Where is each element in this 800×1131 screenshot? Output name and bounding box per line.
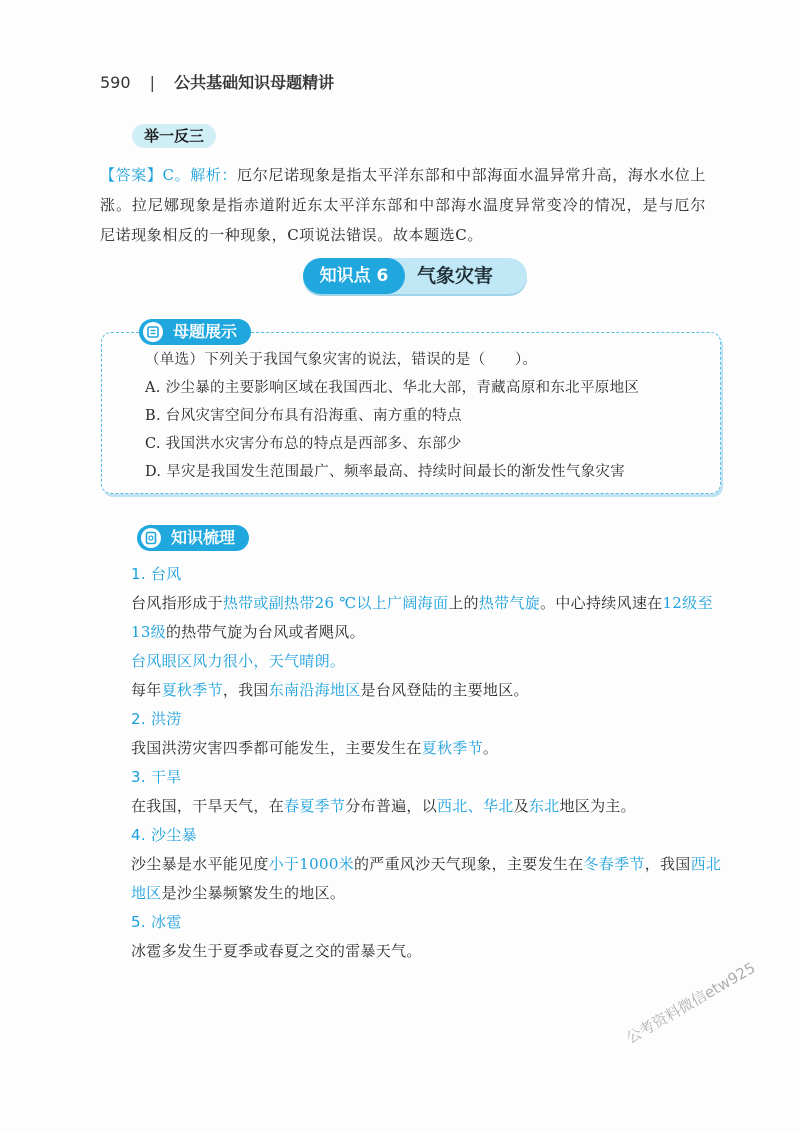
- heading-flood: 2. 洪涝: [131, 710, 182, 728]
- summary-section-label: 知识梳理: [171, 528, 236, 547]
- flood-paragraph: 我国洪涝灾害四季都可能发生，主要发生在夏秋季节。: [131, 739, 499, 757]
- answer-paragraph: [100, 160, 706, 250]
- sandstorm-paragraph: 沙尘暴是水平能见度小于1000米的严重风沙天气现象，主要发生在冬春季节，我国西北地区是沙尘暴频繁发生的地区。: [131, 855, 722, 902]
- book-title: 公共基础知识母题精讲: [174, 73, 335, 92]
- typhoon-paragraph-3: 每年夏秋季节，我国东南沿海地区是台风登陆的主要地区。: [131, 681, 529, 699]
- answer-label: 【答案】C。: [100, 166, 191, 184]
- option-b: B. 台风灾害空间分布具有沿海重、南方重的特点: [145, 408, 462, 424]
- heading-hail: 5. 冰雹: [131, 913, 182, 931]
- typhoon-paragraph-1: 台风指形成于热带或副热带26 ℃以上广阔海面上的热带气旋。中心持续风速在12级至13级的热带气旋为台风或者飓风。: [131, 594, 713, 641]
- analysis-label: 解析：: [190, 166, 238, 184]
- heading-typhoon: 1. 台风: [131, 565, 182, 583]
- question-content: [145, 346, 715, 486]
- option-c: C. 我国洪水灾害分布总的特点是西部多、东部少: [145, 436, 462, 452]
- watermark: 公考资料微信etw925: [623, 958, 759, 1048]
- question-stem: （单选）下列关于我国气象灾害的说法，错误的是（ ）。: [145, 352, 538, 368]
- page-number: 590: [100, 73, 131, 92]
- question-section-label: 母题展示: [173, 322, 238, 341]
- summary-body: [131, 560, 723, 966]
- option-a: A. 沙尘暴的主要影响区域在我国西北、华北大部，青藏高原和东北平原地区: [145, 380, 640, 396]
- notes-icon: [141, 528, 161, 548]
- heading-sandstorm: 4. 沙尘暴: [131, 826, 197, 844]
- knowledge-point-label: 知识点 6: [303, 258, 405, 294]
- drought-paragraph: 在我国，干旱天气，在春夏季节分布普遍，以西北、华北及东北地区为主。: [131, 797, 636, 815]
- analysis-text: 厄尔尼诺现象是指太平洋东部和中部海面水温异常升高，海水水位上涨。拉尼娜现象是指赤道附近东太平洋东部和中部海水温度异常变冷的情况，是与厄尔尼诺现象相反的一种现象，C项说法错误。故本题选C。: [100, 166, 706, 244]
- option-d: D. 旱灾是我国发生范围最广、频率最高、持续时间最长的渐发性气象灾害: [145, 464, 626, 480]
- hail-paragraph: 冰雹多发生于夏季或春夏之交的雷暴天气。: [131, 942, 422, 960]
- knowledge-point-topic: 气象灾害: [417, 265, 494, 287]
- typhoon-paragraph-2: 台风眼区风力很小，天气晴朗。: [131, 652, 346, 670]
- header-separator: |: [149, 73, 156, 92]
- book-icon: [143, 322, 163, 342]
- page-header: [100, 70, 334, 93]
- question-section-tag: [139, 319, 251, 345]
- heading-drought: 3. 干旱: [131, 768, 182, 786]
- summary-section-tag: [137, 525, 249, 551]
- knowledge-point-banner: [303, 258, 529, 296]
- practice-tag: 举一反三: [132, 124, 216, 148]
